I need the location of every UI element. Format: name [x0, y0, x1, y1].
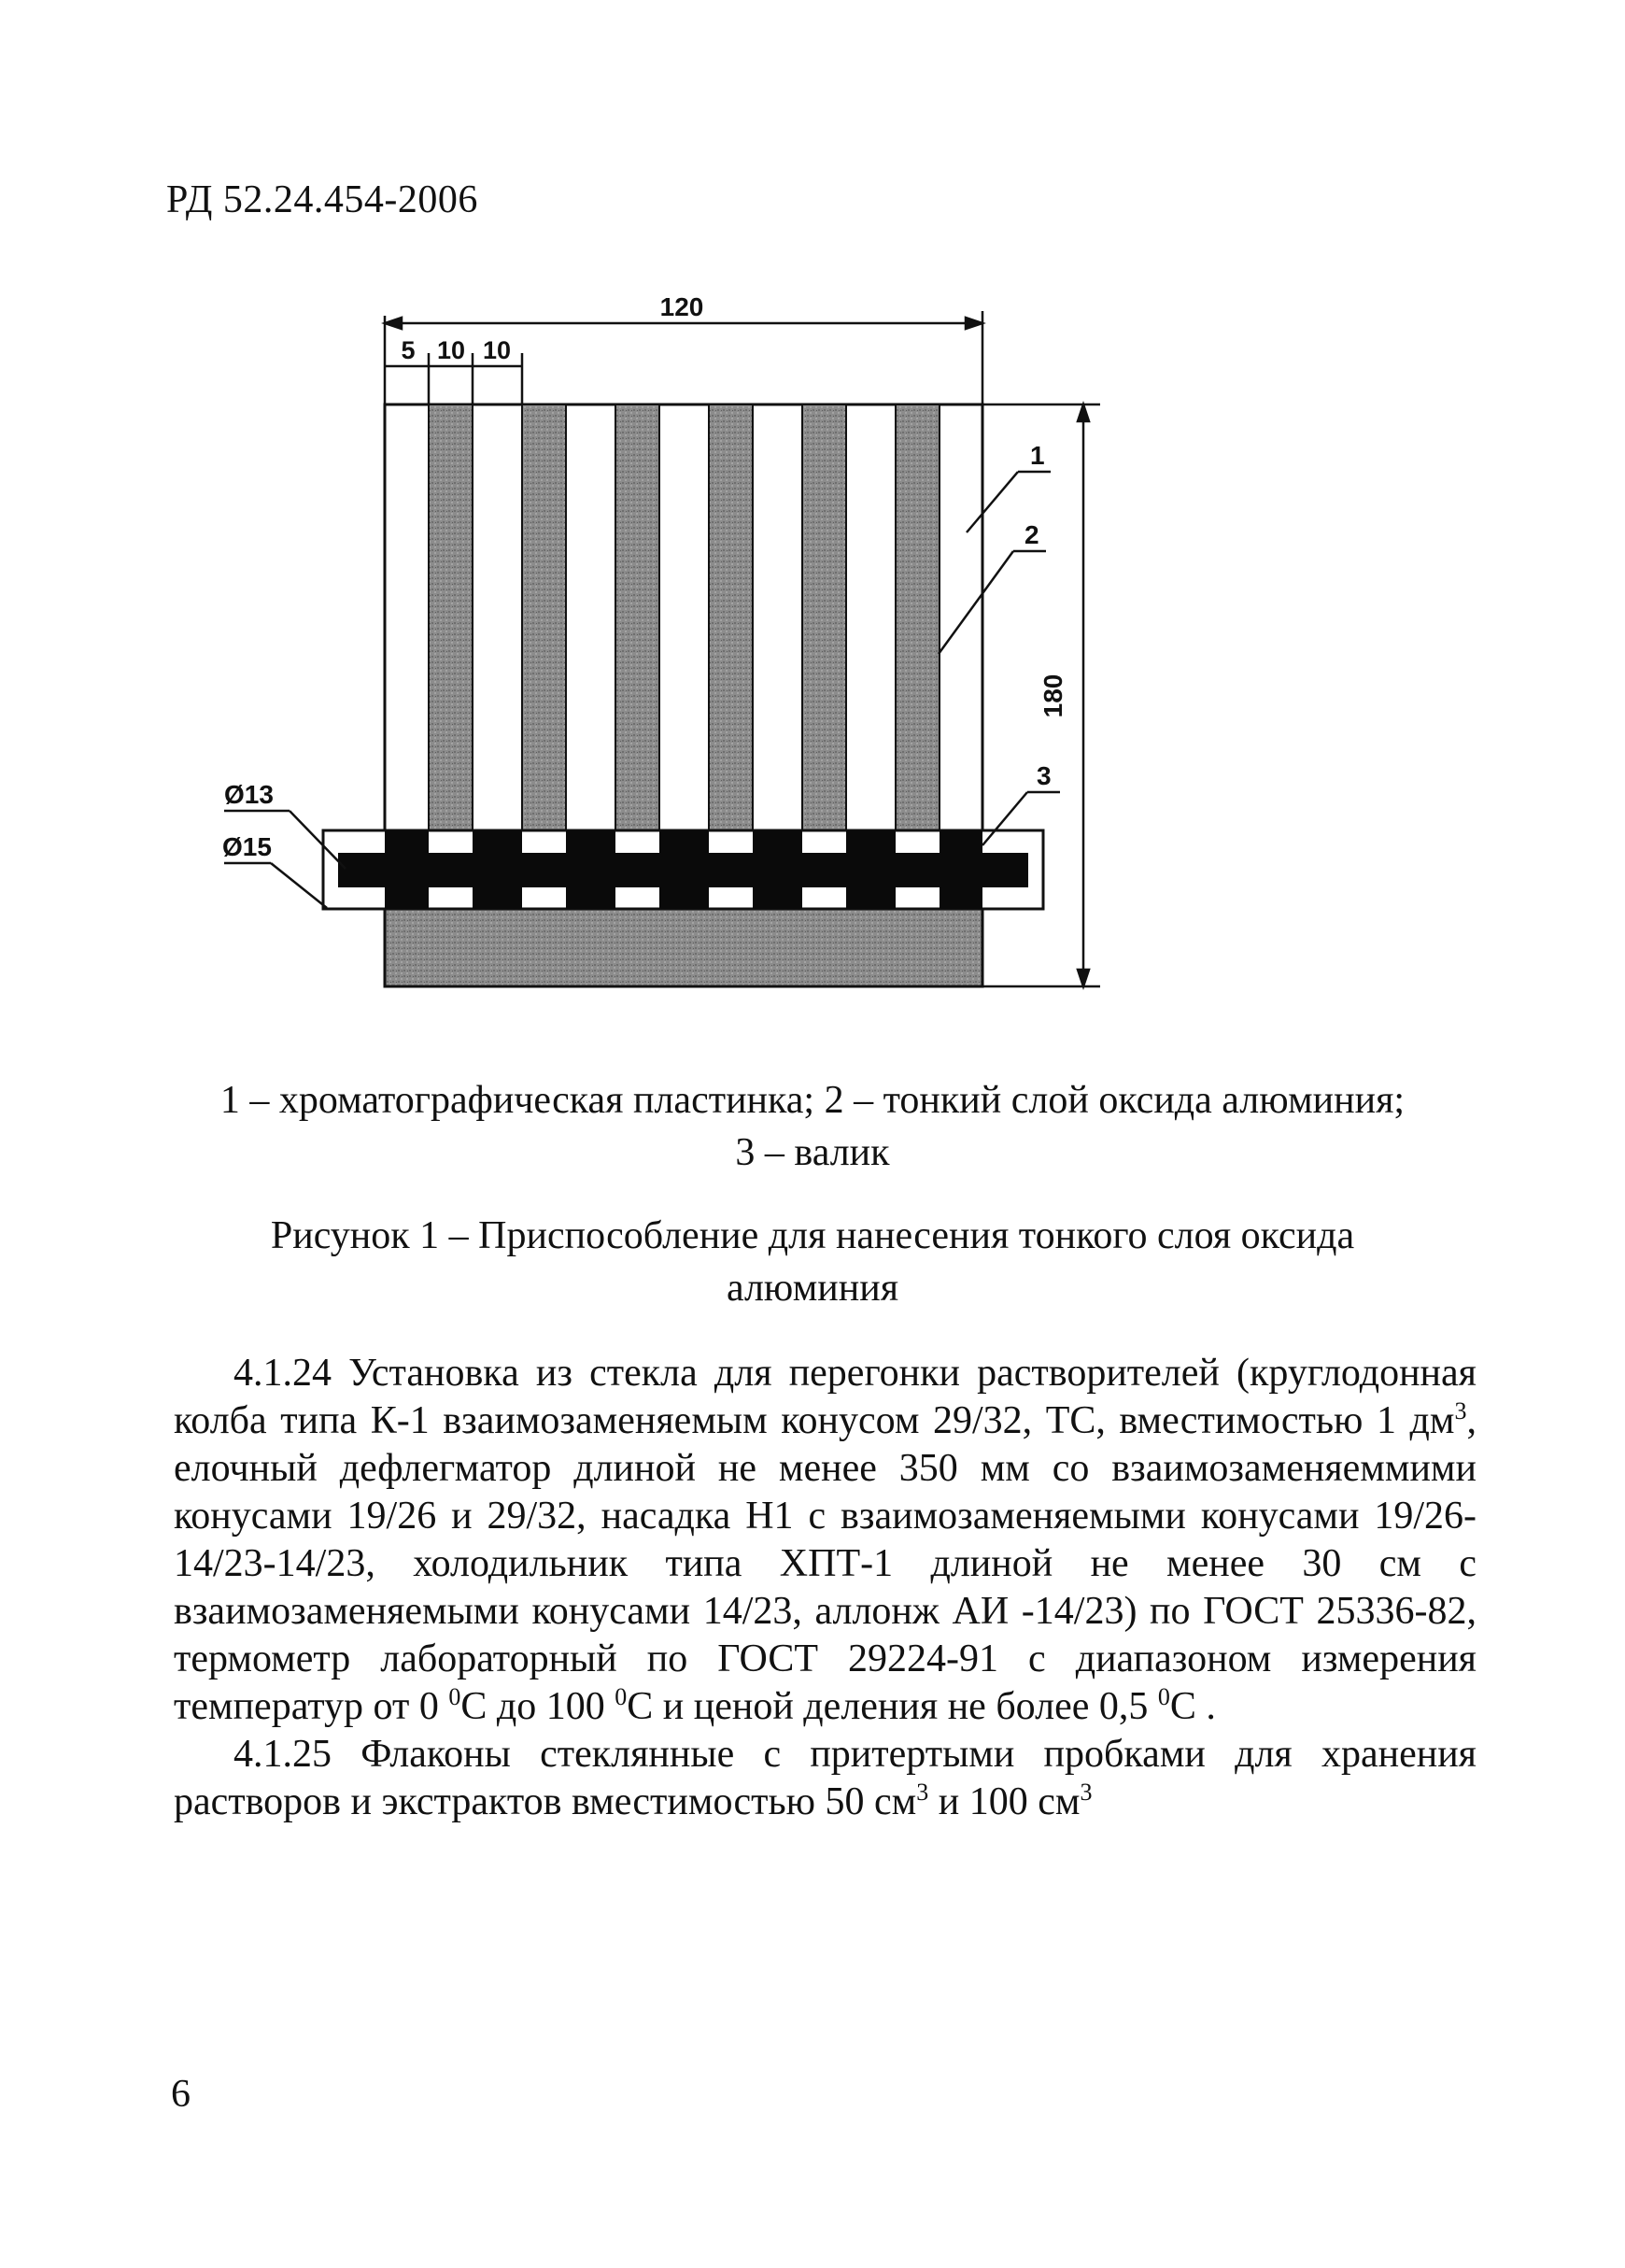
- alumina-stripe: [709, 404, 753, 891]
- paragraph-4-1-25: 4.1.25 Флаконы стеклянные с притертыми пробками для хранения растворов и экстрактов вместимостью 50 $см^3$ и 100 $см^3$: [174, 1733, 1477, 1823]
- diameter-15-label: Ø15: [222, 832, 272, 861]
- alumina-stripe: [802, 404, 846, 891]
- roller: [323, 830, 1043, 909]
- dim-seg-10a: 10: [436, 336, 466, 364]
- dim-total-width: 120: [659, 292, 704, 321]
- dim-height: 180: [1039, 673, 1067, 718]
- figure-caption-line-1: Рисунок 1 – Приспособление для нанесения тонкого слоя оксида: [270, 1214, 1355, 1257]
- diameter-13-label: Ø13: [224, 780, 274, 809]
- figure-legend-line-2: 3 – валик: [735, 1131, 890, 1174]
- dim-seg-5: 5: [401, 336, 416, 364]
- page-number: 6: [171, 2073, 191, 2116]
- figure-1-drawing: [0, 0, 1625, 1028]
- alumina-stripe: [522, 404, 566, 891]
- dim-seg-10b: 10: [482, 336, 512, 364]
- callout-3: 3: [1037, 761, 1052, 790]
- callout-2: 2: [1024, 520, 1039, 549]
- body-text: [174, 1350, 1477, 1826]
- alumina-stripe: [896, 404, 940, 891]
- figure-legend-line-1: 1 – хроматографическая пластинка; 2 – тонкий слой оксида алюминия;: [219, 1079, 1406, 1122]
- alumina-stripes: [429, 404, 940, 891]
- figure-caption-line-2: алюминия: [726, 1267, 899, 1310]
- alumina-stripe: [615, 404, 659, 891]
- callout-1: 1: [1030, 441, 1045, 470]
- alumina-stripe: [429, 404, 473, 891]
- paragraph-4-1-24: 4.1.24 Установка из стекла для перегонки растворителей (круглодонная колба типа К-1 взаимозаменяемым конусом 29/32, ТС, вместимостью 1 $дм^3$, елочный дефлегматор длиной не менее 350 мм со взаимозаменяеммими конусами 19/26 и 29/32, насадка Н1 с взаимозаменяемыми конусами 19/26-14/23-14/23, холодильник типа ХПТ-1 длиной не менее 30 см с взаимозаменяемыми конусами 14/23, аллонж АИ -14/23) по ГОСТ 25336-82, термометр лабораторный по ГОСТ 29224-91 с диапазоном измерения температур от 0 $^0$С до 100 $^0$С и ценой деления не более 0,5 $^0$С .: [174, 1352, 1477, 1728]
- document-code: РД 52.24.454-2006: [166, 178, 478, 221]
